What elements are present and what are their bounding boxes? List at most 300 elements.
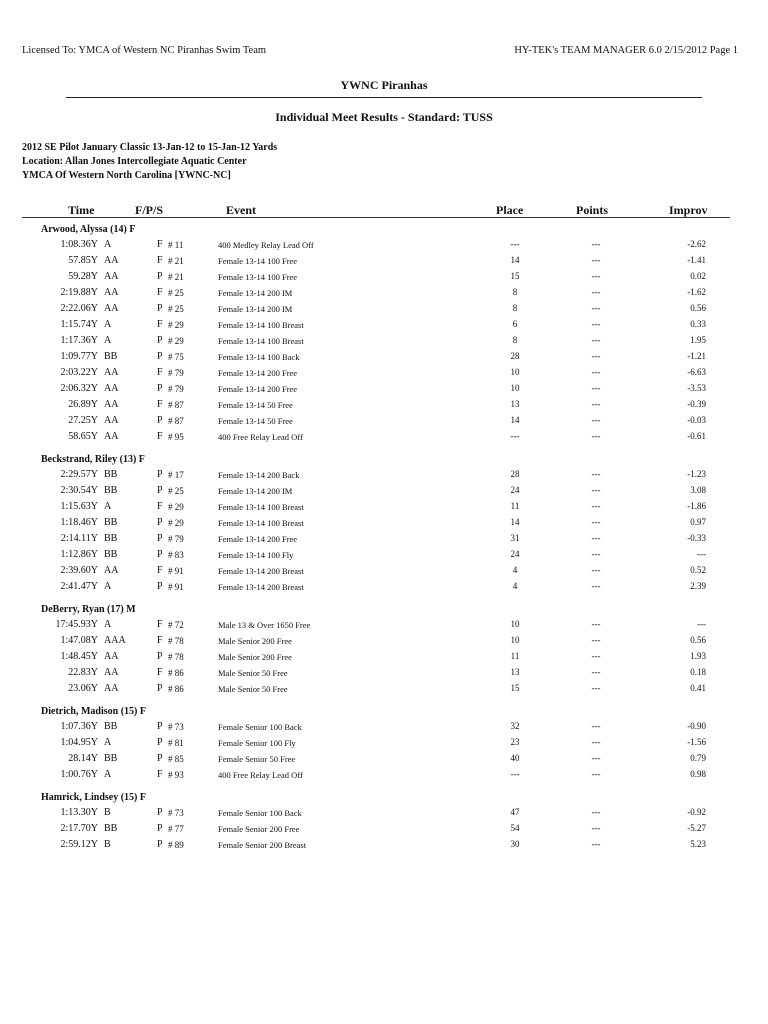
result-place: 14 xyxy=(510,517,520,527)
result-points: --- xyxy=(591,839,601,849)
result-event: Female 13-14 200 Breast xyxy=(218,566,304,576)
result-row xyxy=(0,805,768,821)
result-points: --- xyxy=(591,807,601,817)
result-row xyxy=(0,333,768,349)
result-final-prelim: P xyxy=(157,651,163,662)
result-time: 2:29.57Y xyxy=(60,469,98,480)
result-standard: A xyxy=(104,619,112,630)
swimmer-name: Arwood, Alyssa (14) F xyxy=(41,224,136,235)
result-event: Female 13-14 50 Free xyxy=(218,400,293,410)
result-time: 1:15.74Y xyxy=(60,319,98,330)
result-time: 17:45.93Y xyxy=(55,619,98,630)
result-row xyxy=(0,681,768,697)
result-place: 10 xyxy=(510,619,520,629)
result-event: 400 Free Relay Lead Off xyxy=(218,770,303,780)
result-standard: BB xyxy=(104,753,118,764)
result-improvement: 1.95 xyxy=(690,335,706,345)
result-time: 27.25Y xyxy=(68,415,98,426)
result-standard: A xyxy=(104,501,112,512)
result-improvement: -0.92 xyxy=(687,807,706,817)
result-row xyxy=(0,381,768,397)
result-final-prelim: P xyxy=(157,533,163,544)
result-final-prelim: F xyxy=(157,319,163,330)
result-points: --- xyxy=(591,823,601,833)
result-time: 22.83Y xyxy=(68,667,98,678)
result-final-prelim: F xyxy=(157,431,163,442)
result-final-prelim: P xyxy=(157,469,163,480)
result-row xyxy=(0,317,768,333)
result-improvement: 0.98 xyxy=(690,769,706,779)
result-final-prelim: F xyxy=(157,565,163,576)
result-time: 1:12.86Y xyxy=(60,549,98,560)
result-standard: AA xyxy=(104,383,119,394)
result-time: 1:07.36Y xyxy=(60,721,98,732)
result-row xyxy=(0,429,768,445)
result-event: Male Senior 50 Free xyxy=(218,684,288,694)
result-final-prelim: F xyxy=(157,367,163,378)
swimmer-header xyxy=(0,451,768,467)
result-time: 1:13.30Y xyxy=(60,807,98,818)
col-improv: Improv xyxy=(669,203,708,217)
result-event: Female 13-14 100 Free xyxy=(218,272,298,282)
result-event-number: # 91 xyxy=(168,566,184,576)
result-place: 4 xyxy=(512,565,518,575)
result-points: --- xyxy=(591,753,601,763)
result-event: Female Senior 100 Back xyxy=(218,722,302,732)
result-points: --- xyxy=(591,399,601,409)
result-points: --- xyxy=(591,287,601,297)
result-final-prelim: F xyxy=(157,287,163,298)
result-final-prelim: P xyxy=(157,839,163,850)
result-standard: BB xyxy=(104,469,118,480)
result-row xyxy=(0,301,768,317)
result-final-prelim: P xyxy=(157,807,163,818)
report-title: Individual Meet Results - Standard: TUSS xyxy=(275,110,493,124)
result-place: 8 xyxy=(512,335,518,345)
result-standard: BB xyxy=(104,549,118,560)
result-event-number: # 79 xyxy=(168,384,184,394)
result-time: 2:17.70Y xyxy=(60,823,98,834)
result-standard: AA xyxy=(104,683,119,694)
result-event-number: # 25 xyxy=(168,288,184,298)
result-row xyxy=(0,531,768,547)
result-place: 10 xyxy=(510,635,520,645)
result-final-prelim: P xyxy=(157,823,163,834)
result-time: 57.85Y xyxy=(68,255,98,266)
result-row xyxy=(0,413,768,429)
swimmer-header xyxy=(0,703,768,719)
result-row xyxy=(0,767,768,783)
result-time: 1:47.08Y xyxy=(60,635,98,646)
result-row xyxy=(0,617,768,633)
result-final-prelim: P xyxy=(157,517,163,528)
swimmer-header xyxy=(0,221,768,237)
result-event: Female Senior 50 Free xyxy=(218,754,296,764)
result-time: 1:15.63Y xyxy=(60,501,98,512)
result-standard: A xyxy=(104,319,112,330)
result-standard: B xyxy=(104,839,111,850)
result-standard: A xyxy=(104,737,112,748)
result-points: --- xyxy=(591,769,601,779)
swimmer-name: Hamrick, Lindsey (15) F xyxy=(41,792,146,803)
result-event-number: # 73 xyxy=(168,808,184,818)
result-event: 400 Free Relay Lead Off xyxy=(218,432,303,442)
result-final-prelim: F xyxy=(157,239,163,250)
result-standard: AA xyxy=(104,431,119,442)
result-place: 13 xyxy=(510,399,520,409)
result-standard: B xyxy=(104,807,111,818)
result-final-prelim: P xyxy=(157,737,163,748)
result-improvement: -0.39 xyxy=(687,399,706,409)
result-event-number: # 86 xyxy=(168,684,184,694)
swimmer-name: DeBerry, Ryan (17) M xyxy=(41,604,136,615)
result-final-prelim: P xyxy=(157,383,163,394)
result-final-prelim: F xyxy=(157,255,163,266)
result-improvement: --- xyxy=(697,619,706,629)
swimmer-name: Dietrich, Madison (15) F xyxy=(41,706,146,717)
result-improvement: -1.23 xyxy=(687,469,706,479)
result-improvement: -2.62 xyxy=(687,239,706,249)
result-time: 2:22.06Y xyxy=(60,303,98,314)
swimmer-header xyxy=(0,789,768,805)
result-points: --- xyxy=(591,469,601,479)
result-improvement: 0.79 xyxy=(690,753,706,763)
result-improvement: -1.21 xyxy=(687,351,706,361)
result-points: --- xyxy=(591,619,601,629)
result-place: 40 xyxy=(510,753,520,763)
result-event-number: # 83 xyxy=(168,550,184,560)
result-final-prelim: F xyxy=(157,667,163,678)
result-place: 8 xyxy=(512,303,518,313)
result-improvement: -0.90 xyxy=(687,721,706,731)
result-improvement: -6.63 xyxy=(687,367,706,377)
result-time: 28.14Y xyxy=(68,753,98,764)
result-improvement: -3.53 xyxy=(687,383,706,393)
result-improvement: 0.52 xyxy=(690,565,706,575)
result-standard: AA xyxy=(104,565,119,576)
result-standard: BB xyxy=(104,485,118,496)
result-points: --- xyxy=(591,517,601,527)
result-row xyxy=(0,547,768,563)
result-points: --- xyxy=(591,667,601,677)
result-row xyxy=(0,719,768,735)
result-event-number: # 29 xyxy=(168,518,184,528)
result-place: 8 xyxy=(512,287,518,297)
result-event: Male 13 & Over 1650 Free xyxy=(218,620,311,630)
result-row xyxy=(0,633,768,649)
result-place: 24 xyxy=(510,549,520,559)
result-event: Female Senior 100 Back xyxy=(218,808,302,818)
result-final-prelim: P xyxy=(157,335,163,346)
result-standard: A xyxy=(104,335,112,346)
meet-club: YMCA Of Western North Carolina [YWNC-NC] xyxy=(22,170,231,181)
result-place: 32 xyxy=(510,721,520,731)
result-standard: BB xyxy=(104,351,118,362)
result-row xyxy=(0,467,768,483)
result-improvement: -0.61 xyxy=(687,431,706,441)
result-points: --- xyxy=(591,737,601,747)
result-improvement: 3.08 xyxy=(690,485,706,495)
result-event-number: # 86 xyxy=(168,668,184,678)
result-event: Female 13-14 50 Free xyxy=(218,416,293,426)
result-improvement: 0.02 xyxy=(690,271,706,281)
result-points: --- xyxy=(591,303,601,313)
result-place: 28 xyxy=(510,351,520,361)
result-points: --- xyxy=(591,549,601,559)
result-improvement: 0.56 xyxy=(690,303,706,313)
meet-name: 2012 SE Pilot January Classic 13-Jan-12 to 15-Jan-12 Yards xyxy=(22,142,278,153)
result-time: 2:39.60Y xyxy=(60,565,98,576)
result-standard: AA xyxy=(104,271,119,282)
result-final-prelim: P xyxy=(157,415,163,426)
result-event-number: # 87 xyxy=(168,400,184,410)
result-points: --- xyxy=(591,721,601,731)
result-event: Female 13-14 200 Breast xyxy=(218,582,304,592)
result-event: Female 13-14 200 Free xyxy=(218,368,298,378)
result-points: --- xyxy=(591,367,601,377)
result-time: 2:30.54Y xyxy=(60,485,98,496)
result-place: 14 xyxy=(510,415,520,425)
result-event: Female Senior 200 Free xyxy=(218,824,300,834)
result-event: Female 13-14 200 IM xyxy=(218,486,293,496)
result-time: 58.65Y xyxy=(68,431,98,442)
result-time: 2:06.32Y xyxy=(60,383,98,394)
result-row xyxy=(0,349,768,365)
result-final-prelim: F xyxy=(157,619,163,630)
result-final-prelim: F xyxy=(157,769,163,780)
result-place: 11 xyxy=(510,501,520,511)
result-time: 2:41.47Y xyxy=(60,581,98,592)
swimmer-header xyxy=(0,601,768,617)
result-event-number: # 73 xyxy=(168,722,184,732)
result-points: --- xyxy=(591,635,601,645)
meet-info xyxy=(22,141,277,183)
result-place: 28 xyxy=(510,469,520,479)
result-place: 23 xyxy=(510,737,520,747)
result-row xyxy=(0,751,768,767)
col-event: Event xyxy=(226,203,256,217)
result-final-prelim: F xyxy=(157,501,163,512)
result-improvement: 0.97 xyxy=(690,517,706,527)
result-time: 2:14.11Y xyxy=(60,533,98,544)
result-event-number: # 95 xyxy=(168,432,184,442)
result-place: 31 xyxy=(510,533,520,543)
result-event: Female 13-14 200 Free xyxy=(218,384,298,394)
result-event: Female 13-14 100 Breast xyxy=(218,336,304,346)
result-event-number: # 29 xyxy=(168,336,184,346)
license-text: Licensed To: YMCA of Western NC Piranhas Swim Team xyxy=(22,45,267,56)
col-place: Place xyxy=(496,203,524,217)
result-improvement: -0.33 xyxy=(687,533,706,543)
result-time: 23.06Y xyxy=(68,683,98,694)
result-row xyxy=(0,237,768,253)
result-final-prelim: P xyxy=(157,351,163,362)
result-event-number: # 89 xyxy=(168,840,184,850)
result-time: 1:17.36Y xyxy=(60,335,98,346)
result-final-prelim: P xyxy=(157,549,163,560)
result-row xyxy=(0,269,768,285)
result-final-prelim: P xyxy=(157,581,163,592)
result-row xyxy=(0,665,768,681)
result-row xyxy=(0,735,768,751)
result-time: 1:18.46Y xyxy=(60,517,98,528)
result-event-number: # 25 xyxy=(168,486,184,496)
result-event-number: # 78 xyxy=(168,652,184,662)
result-final-prelim: P xyxy=(157,271,163,282)
result-points: --- xyxy=(591,651,601,661)
result-event-number: # 17 xyxy=(168,470,184,480)
result-improvement: 0.18 xyxy=(690,667,706,677)
result-points: --- xyxy=(591,351,601,361)
result-place: 11 xyxy=(510,651,520,661)
result-place: 13 xyxy=(510,667,520,677)
result-place: 30 xyxy=(510,839,520,849)
result-event: Female 13-14 200 IM xyxy=(218,304,293,314)
result-event-number: # 75 xyxy=(168,352,184,362)
result-improvement: 1.93 xyxy=(690,651,706,661)
result-place: 10 xyxy=(510,383,520,393)
result-points: --- xyxy=(591,271,601,281)
result-place: 6 xyxy=(512,319,518,329)
result-event-number: # 21 xyxy=(168,272,184,282)
result-final-prelim: P xyxy=(157,303,163,314)
result-event: Female 13-14 100 Breast xyxy=(218,518,304,528)
result-row xyxy=(0,837,768,853)
result-event-number: # 78 xyxy=(168,636,184,646)
col-fps: F/P/S xyxy=(135,203,164,217)
result-event: Male Senior 200 Free xyxy=(218,636,292,646)
result-final-prelim: P xyxy=(157,683,163,694)
meet-location: Location: Allan Jones Intercollegiate Aquatic Center xyxy=(22,156,247,167)
result-points: --- xyxy=(591,239,601,249)
result-place: 14 xyxy=(510,255,520,265)
result-event: Male Senior 200 Free xyxy=(218,652,292,662)
result-standard: AA xyxy=(104,303,119,314)
result-event-number: # 11 xyxy=(168,240,184,250)
result-standard: AAA xyxy=(104,635,126,646)
result-row xyxy=(0,253,768,269)
result-row xyxy=(0,483,768,499)
result-event-number: # 81 xyxy=(168,738,184,748)
result-final-prelim: F xyxy=(157,399,163,410)
result-time: 2:19.88Y xyxy=(60,287,98,298)
result-improvement: --- xyxy=(697,549,706,559)
result-points: --- xyxy=(591,501,601,511)
result-place: --- xyxy=(510,239,520,249)
result-improvement: 0.33 xyxy=(690,319,706,329)
result-points: --- xyxy=(591,533,601,543)
results-table xyxy=(0,221,768,859)
result-time: 59.28Y xyxy=(68,271,98,282)
result-event-number: # 21 xyxy=(168,256,184,266)
result-improvement: 2.39 xyxy=(690,581,706,591)
result-event-number: # 79 xyxy=(168,534,184,544)
result-event: Female 13-14 100 Breast xyxy=(218,320,304,330)
result-event-number: # 77 xyxy=(168,824,184,834)
result-event: Female 13-14 100 Fly xyxy=(218,550,294,560)
result-event-number: # 91 xyxy=(168,582,184,592)
result-place: 54 xyxy=(510,823,520,833)
result-improvement: 0.41 xyxy=(690,683,706,693)
result-final-prelim: F xyxy=(157,635,163,646)
result-event-number: # 87 xyxy=(168,416,184,426)
result-event: Female 13-14 100 Free xyxy=(218,256,298,266)
result-event-number: # 25 xyxy=(168,304,184,314)
result-place: 24 xyxy=(510,485,520,495)
result-standard: BB xyxy=(104,533,118,544)
result-points: --- xyxy=(591,335,601,345)
result-points: --- xyxy=(591,383,601,393)
result-points: --- xyxy=(591,319,601,329)
result-time: 1:00.76Y xyxy=(60,769,98,780)
team-title: YWNC Piranhas xyxy=(340,78,428,92)
result-event: Female 13-14 200 Back xyxy=(218,470,300,480)
result-event-number: # 93 xyxy=(168,770,184,780)
result-standard: AA xyxy=(104,415,119,426)
result-standard: AA xyxy=(104,255,119,266)
result-place: --- xyxy=(510,769,520,779)
result-event: Female 13-14 100 Breast xyxy=(218,502,304,512)
result-time: 2:03.22Y xyxy=(60,367,98,378)
result-row xyxy=(0,499,768,515)
result-place: 4 xyxy=(512,581,518,591)
result-points: --- xyxy=(591,683,601,693)
result-event: Female 13-14 200 IM xyxy=(218,288,293,298)
result-row xyxy=(0,515,768,531)
result-standard: AA xyxy=(104,667,119,678)
result-event: Female 13-14 200 Free xyxy=(218,534,298,544)
result-improvement: -0.03 xyxy=(687,415,706,425)
column-headers xyxy=(22,203,730,218)
result-time: 1:04.95Y xyxy=(60,737,98,748)
result-place: 10 xyxy=(510,367,520,377)
result-standard: A xyxy=(104,581,112,592)
result-event-number: # 72 xyxy=(168,620,184,630)
result-standard: AA xyxy=(104,399,119,410)
result-row xyxy=(0,821,768,837)
result-points: --- xyxy=(591,581,601,591)
result-place: 15 xyxy=(510,683,520,693)
result-points: --- xyxy=(591,431,601,441)
result-event: Female Senior 100 Fly xyxy=(218,738,296,748)
result-standard: BB xyxy=(104,823,118,834)
section-spacer xyxy=(0,853,768,859)
result-final-prelim: P xyxy=(157,485,163,496)
result-row xyxy=(0,285,768,301)
result-event: 400 Medley Relay Lead Off xyxy=(218,240,314,250)
result-points: --- xyxy=(591,485,601,495)
result-improvement: 5.23 xyxy=(690,839,706,849)
result-improvement: -1.56 xyxy=(687,737,706,747)
result-points: --- xyxy=(591,565,601,575)
result-standard: A xyxy=(104,769,112,780)
software-page-info: HY-TEK's TEAM MANAGER 6.0 2/15/2012 Page 1 xyxy=(514,45,738,56)
result-standard: A xyxy=(104,239,112,250)
result-place: 15 xyxy=(510,271,520,281)
result-time: 1:48.45Y xyxy=(60,651,98,662)
result-improvement: -1.62 xyxy=(687,287,706,297)
result-event: Female Senior 200 Breast xyxy=(218,840,307,850)
result-row xyxy=(0,649,768,665)
result-standard: BB xyxy=(104,721,118,732)
result-time: 2:59.12Y xyxy=(60,839,98,850)
result-row xyxy=(0,563,768,579)
result-points: --- xyxy=(591,415,601,425)
result-final-prelim: P xyxy=(157,753,163,764)
result-event-number: # 85 xyxy=(168,754,184,764)
result-standard: AA xyxy=(104,367,119,378)
result-time: 1:09.77Y xyxy=(60,351,98,362)
